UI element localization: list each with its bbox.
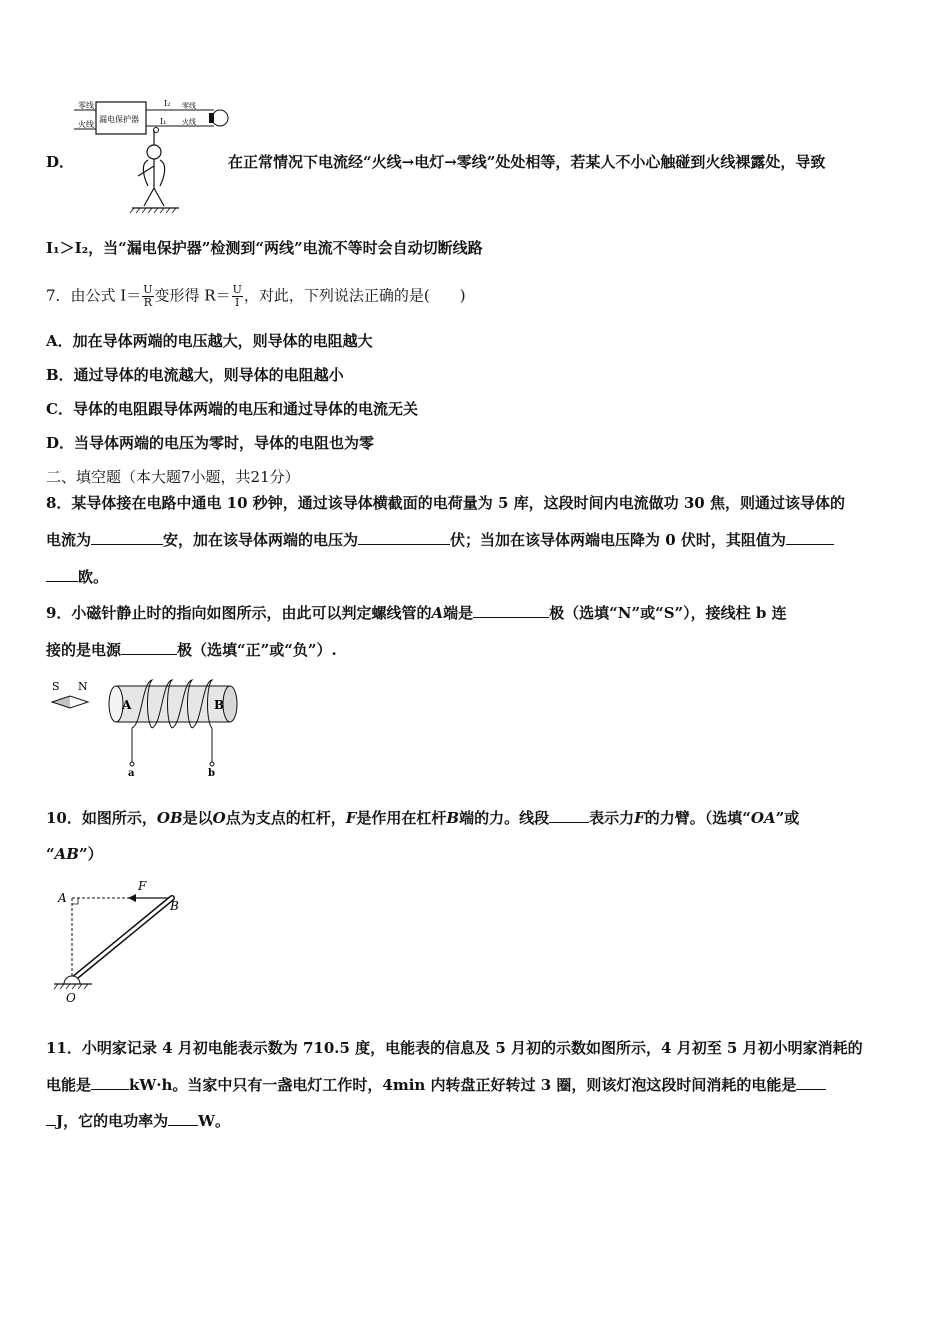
compass-n-label: N: [78, 680, 88, 693]
q9-text-c: 端是: [443, 604, 474, 622]
q8-blank-current[interactable]: [91, 530, 163, 545]
q7-fraction-1: [142, 284, 153, 309]
q10-oa: OA: [750, 809, 776, 827]
q10-text-b: 是以: [182, 809, 213, 827]
q7-stem-mid: 变形得 R＝: [154, 286, 231, 305]
q9-blank-pole[interactable]: [473, 603, 549, 618]
protector-label: 漏电保护器: [99, 115, 139, 124]
q8-text-b: 安，加在该导体两端的电压为: [163, 531, 359, 549]
terminal-a-label: a: [128, 768, 135, 779]
q10-text-c: 点为支点的杠杆，: [225, 809, 346, 827]
compass-s-label: S: [52, 680, 60, 693]
q8-text-c: 伏；当加在该导体两端电压降为 0 伏时，其阻值为: [450, 531, 786, 549]
q10-text-g: 的力臂。（选填“: [644, 809, 751, 827]
point-a-label: A: [58, 891, 67, 905]
q11-blank-joules-cont[interactable]: [46, 1111, 56, 1126]
q10-f-2: F: [634, 809, 645, 827]
q9-text-d: 极（选填“N”或“S”），接线柱 b 连: [549, 604, 787, 622]
q11-line-1: 11．小明家记录 4 月初电能表示数为 710.5 度，电能表的信息及 5 月初的示数如图所示，4 月初至 5 月初小明家消耗的: [46, 1039, 863, 1057]
leakage-protector-figure: [74, 96, 234, 216]
q10-text-e: 端的力。线段: [459, 809, 550, 827]
q8-blank-resistance[interactable]: [786, 530, 834, 545]
q7-frac2-den: I: [235, 296, 240, 309]
q11-blank-power[interactable]: [168, 1111, 198, 1126]
q11-line-2: [46, 1075, 826, 1095]
q10-line-2: [46, 844, 103, 864]
q9-line-2: [46, 640, 337, 660]
solenoid-figure: [46, 676, 246, 780]
q7-option-b: B．通过导体的电流越大，则导体的电阻越小: [46, 366, 344, 384]
q10-text-f: 表示力: [589, 809, 635, 827]
solenoid-end-a: A: [122, 698, 132, 712]
q11-text-a: 电能是: [46, 1076, 92, 1094]
q7-fraction-2: [232, 284, 243, 309]
q11-text-d: W。: [198, 1112, 230, 1130]
i1-label: I₁: [160, 117, 167, 126]
q6-option-d-text: 在正常情况下电流经“火线→电灯→零线”处处相等，若某人不小心触碰到火线裸露处，导致: [228, 153, 826, 171]
q9-line-1: [46, 603, 787, 623]
q10-text-h: ”或: [775, 809, 800, 827]
q8-line-3: [46, 567, 108, 587]
q10-b: B: [446, 809, 460, 827]
q8-text-a: 电流为: [46, 531, 92, 549]
q7-stem-suffix: ，对此，下列说法正确的是( ): [243, 286, 466, 305]
q8-blank-resistance-cont[interactable]: [46, 567, 78, 582]
q7-frac1-den: R: [143, 296, 153, 309]
q11-line-3: [46, 1111, 230, 1131]
force-f-label: F: [138, 879, 147, 893]
q10-text-i: “: [46, 845, 55, 863]
q9-text-a: 9．小磁针静止时的指向如图所示，由此可以判定螺线管的: [46, 604, 432, 622]
q9-text-f: 极（选填“正”或“负”）.: [177, 641, 337, 659]
q10-text-j: ”）: [78, 845, 103, 863]
pivot-o-label: O: [66, 991, 76, 1005]
q8-line-2: [46, 530, 834, 550]
section-2-title: 二、填空题（本大题7小题，共21分）: [46, 468, 300, 486]
person-icon: [138, 130, 165, 206]
q10-ab: AB: [54, 845, 79, 863]
q6-option-d-continued: I₁＞I₂，当“漏电保护器”检测到“两线”电流不等时会自动切断线路: [46, 239, 483, 257]
q10-text-d: 是作用在杠杆: [356, 809, 447, 827]
q8-text-end: 欧。: [78, 568, 109, 586]
q10-line-1: [46, 808, 799, 828]
fire-line-label-right: 火线: [182, 118, 196, 126]
q7-frac2-num: U: [232, 283, 242, 296]
q11-blank-joules[interactable]: [796, 1075, 826, 1090]
q9-end-a: A: [431, 604, 444, 622]
solenoid-end-b: B: [214, 698, 225, 712]
i2-label: I₂: [164, 99, 171, 108]
zero-line-label: 零线: [78, 101, 94, 110]
q11-text-b: kW·h。当家中只有一盏电灯工作时，4min 内转盘正好转过 3 圈，则该灯泡这段时间消耗的电能是: [129, 1076, 797, 1094]
q10-ob: OB: [156, 809, 183, 827]
q7-frac1-num: U: [143, 283, 153, 296]
q7-option-c: C．导体的电阻跟导体两端的电压和通过导体的电流无关: [46, 400, 418, 418]
q11-text-c: J，它的电功率为: [56, 1112, 169, 1130]
q10-o: O: [212, 809, 226, 827]
lever-figure: [50, 876, 200, 1006]
q7-option-a: A．加在导体两端的电压越大，则导体的电阻越大: [46, 332, 373, 350]
q11-blank-energy[interactable]: [91, 1075, 129, 1090]
q8-blank-voltage[interactable]: [358, 530, 450, 545]
point-b-label: B: [170, 899, 179, 913]
q7-stem-prefix: 7．由公式 I＝: [46, 286, 142, 305]
q10-text-a: 10．如图所示，: [46, 809, 157, 827]
q10-blank-arm[interactable]: [549, 808, 589, 823]
bulb-icon: [212, 110, 228, 126]
q9-text-e: 接的是电源: [46, 641, 122, 659]
q7-option-d: D．当导体两端的电压为零时，导体的电阻也为零: [46, 434, 375, 452]
q9-blank-electrode[interactable]: [121, 640, 177, 655]
fire-line-label: 火线: [78, 120, 94, 129]
q7-stem: [46, 284, 466, 309]
q10-f: F: [345, 809, 357, 827]
zero-line-label-right: 零线: [182, 102, 196, 110]
terminal-b-label: b: [208, 768, 215, 779]
q6-option-d-label: D．: [46, 153, 75, 171]
solenoid-core: [116, 686, 230, 722]
q8-line-1: 8．某导体接在电路中通电 10 秒钟，通过该导体横截面的电荷量为 5 库，这段时间内电流做功 30 焦，则通过该导体的: [46, 494, 845, 512]
